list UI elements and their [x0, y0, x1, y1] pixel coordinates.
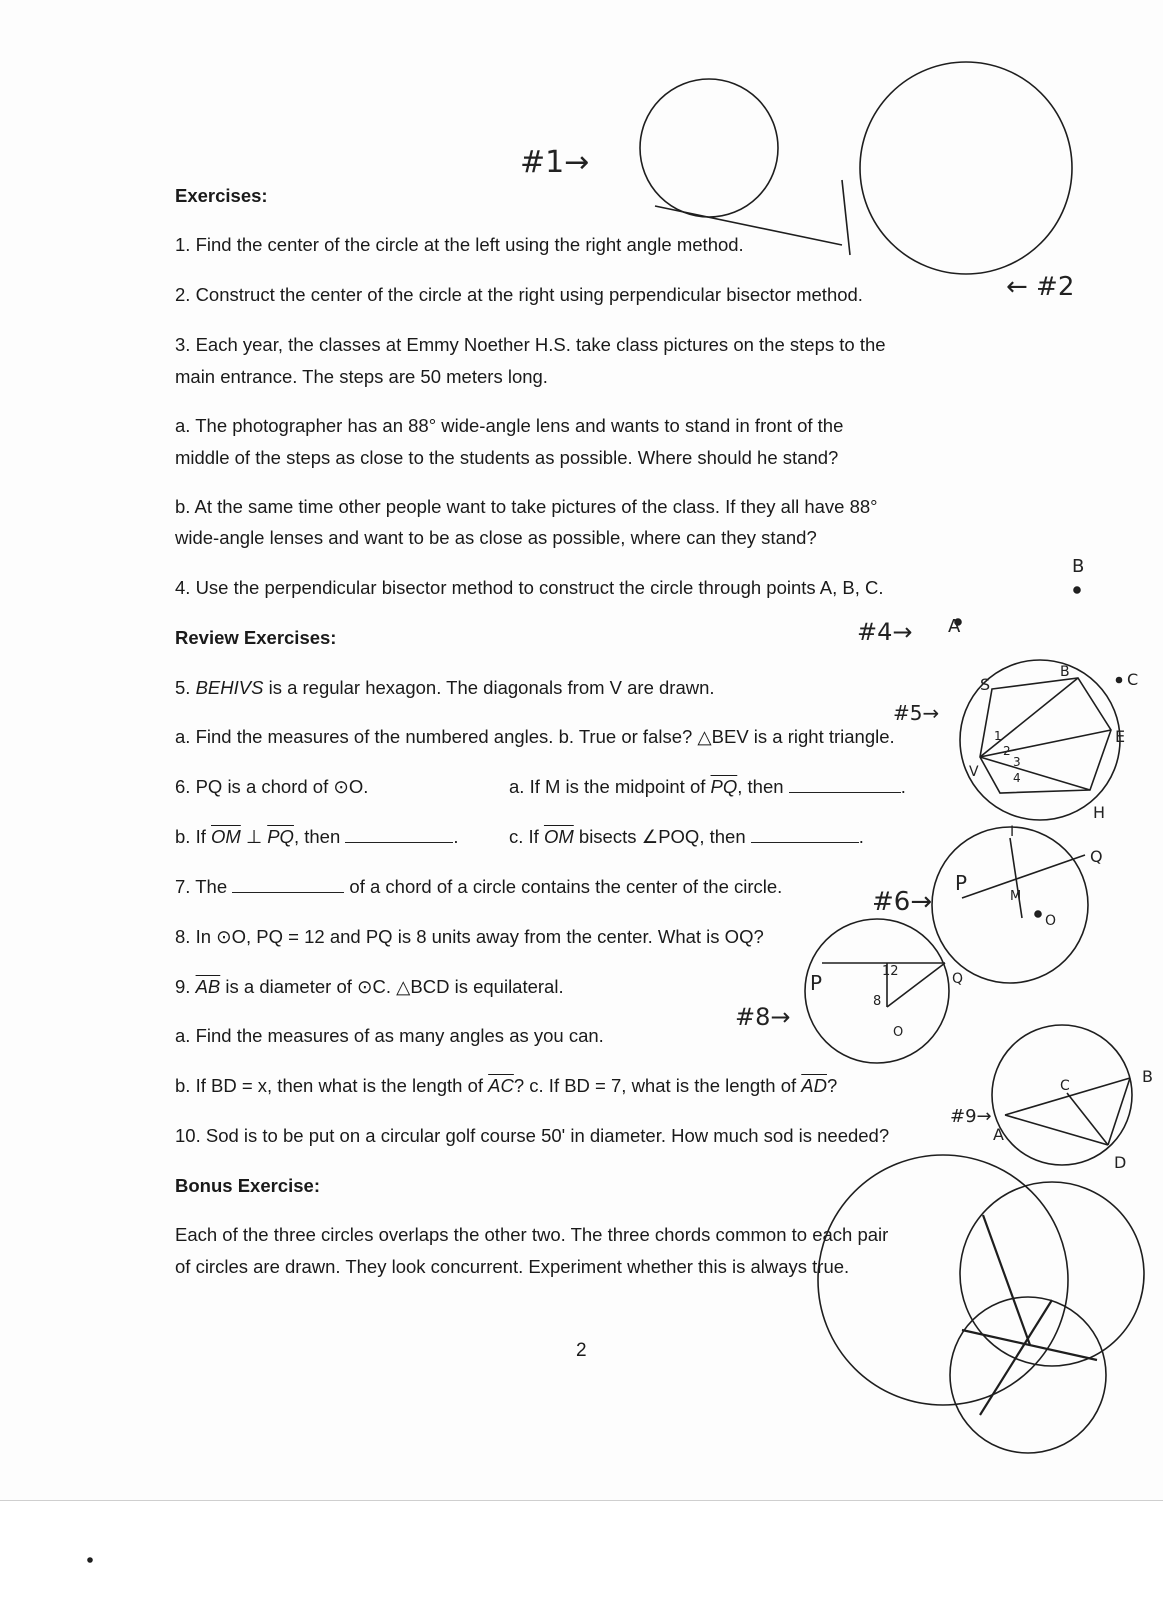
- q6b-segment-1: $\overline{OM}$: [211, 826, 241, 847]
- label-n5: #5→: [893, 701, 940, 725]
- label-hex-v: V: [969, 764, 979, 780]
- bonus-circle-1: [818, 1155, 1068, 1405]
- q9-suffix: is a diameter of ⊙C. △BCD is equilateral.: [220, 976, 564, 997]
- label-n2: ← #2: [1006, 272, 1075, 302]
- q9-segment: $\overline{AB}$: [195, 976, 221, 997]
- label-n6: #6→: [872, 887, 933, 917]
- circle-exercise-9: [992, 1025, 1132, 1165]
- q9b-prefix: b. If BD = x, then what is the length of: [175, 1075, 489, 1096]
- segment-cd: [1067, 1093, 1108, 1145]
- label-hex-i: I: [1010, 824, 1015, 840]
- label-n9: #9→: [950, 1106, 992, 1127]
- label-c9-c: C: [1060, 1078, 1070, 1094]
- bonus-circle-2: [960, 1182, 1144, 1366]
- label-c8-p: P: [810, 971, 823, 995]
- exercise-3b-line-2: wide-angle lenses and want to be as close as possible, where can they stand?: [175, 527, 817, 548]
- diagonal-ve: [980, 678, 1078, 757]
- label-c6-m: M: [1010, 889, 1022, 904]
- bonus-line-2: of circles are drawn. They look concurrent. Experiment whether this is always true.: [175, 1256, 850, 1277]
- label-hex-e: E: [1115, 727, 1126, 746]
- label-hex-s: S: [980, 675, 991, 694]
- exercise-3a-line-1: a. The photographer has an 88° wide-angle lens and wants to stand in front of the: [175, 415, 844, 436]
- diagonal-vi: [980, 757, 1090, 790]
- label-c6-p: P: [955, 871, 968, 895]
- segment-ad: [1005, 1115, 1108, 1145]
- q6b-prefix: b. If: [175, 826, 211, 847]
- q6b-suffix: , then: [293, 826, 341, 847]
- circle-exercise-1: [640, 79, 778, 217]
- label-point-c: C: [1127, 670, 1139, 689]
- q9-prefix: 9.: [175, 976, 196, 997]
- point-c: [1117, 678, 1122, 683]
- exercise-3a-line-2: middle of the steps as close to the students as possible. Where should he stand?: [175, 447, 839, 468]
- center-o-6: [1035, 911, 1041, 917]
- hexagon-name: BEHIVS: [195, 677, 264, 698]
- q5-prefix: 5.: [175, 677, 196, 698]
- q9b-end: ?: [826, 1075, 838, 1096]
- q6c-suffix: bisects ∠POQ, then: [573, 826, 746, 847]
- exercise-3b-line-1: b. At the same time other people want to take pictures of the class. If they all have 88°: [175, 496, 878, 517]
- construction-line-1: [655, 206, 842, 245]
- q6b-perp: ⊥: [240, 826, 268, 847]
- q6a-segment: $\overline{PQ}$: [710, 776, 738, 797]
- exercise-5a: a. Find the measures of the numbered angles. b. True or false? △BEV is a right triangle.: [175, 726, 895, 747]
- exercise-4: 4. Use the perpendicular bisector method to construct the circle through points A, B, C.: [175, 577, 884, 598]
- label-c6-q: Q: [1090, 847, 1103, 866]
- label-c8-q: Q: [952, 971, 964, 987]
- label-c9-b: B: [1142, 1067, 1153, 1086]
- label-n1: #1→: [520, 145, 590, 180]
- construction-line-2: [842, 180, 850, 255]
- exercise-9a: a. Find the measures of as many angles as you can.: [175, 1025, 604, 1046]
- exercise-3-line-2: main entrance. The steps are 50 meters long.: [175, 366, 548, 387]
- label-angle-3: 3: [1013, 755, 1021, 769]
- label-c6-o: O: [1045, 913, 1057, 929]
- circle-exercise-2: [860, 62, 1072, 274]
- label-angle-2: 2: [1003, 744, 1011, 758]
- label-n8: #8→: [735, 1003, 791, 1031]
- q6a-prefix: a. If M is the midpoint of: [509, 776, 711, 797]
- q9b-segment: $\overline{AC}$: [488, 1075, 514, 1096]
- exercise-6b: b. If $\overline{OM}$ ⊥ $\overline{PQ}$, then .: [175, 826, 459, 847]
- label-hex-h: H: [1093, 803, 1106, 822]
- label-c8-12: 12: [882, 964, 899, 979]
- bonus-heading: Bonus Exercise:: [175, 1175, 320, 1196]
- page-number: 2: [576, 1340, 587, 1361]
- label-c9-a: A: [993, 1125, 1004, 1144]
- chord-pq: [962, 855, 1085, 898]
- exercise-6: 6. PQ is a chord of ⊙O.: [175, 776, 369, 797]
- label-angle-1: 1: [994, 729, 1002, 743]
- label-hex-b: B: [1060, 664, 1070, 680]
- label-c8-8: 8: [873, 994, 882, 1009]
- q6c-ray: $\overline{OM}$: [543, 826, 574, 847]
- q7-prefix: 7. The: [175, 876, 228, 897]
- exercise-6a: a. If M is the midpoint of $\overline{PQ}$, then .: [509, 776, 906, 797]
- q5-rest: is a regular hexagon. The diagonals from V are drawn.: [263, 677, 715, 698]
- label-point-a: A: [948, 616, 961, 637]
- exercise-6c: c. If $\overline{OM}$ bisects ∠POQ, then .: [509, 826, 864, 847]
- label-angle-4: 4: [1013, 771, 1021, 785]
- circle-exercise-6: [932, 827, 1088, 983]
- scan-speck: [88, 1558, 92, 1562]
- circle-exercise-8: [805, 919, 949, 1063]
- exercise-3-line-1: 3. Each year, the classes at Emmy Noether H.S. take class pictures on the steps to the: [175, 334, 886, 355]
- exercises-heading: Exercises:: [175, 185, 268, 206]
- q9b-mid: ? c. If BD = 7, what is the length of: [513, 1075, 802, 1096]
- label-c9-d: D: [1114, 1153, 1127, 1172]
- exercise-8: 8. In ⊙O, PQ = 12 and PQ is 8 units away from the center. What is OQ?: [175, 926, 764, 947]
- q6a-suffix: , then: [737, 776, 784, 797]
- label-c8-o: O: [893, 1025, 904, 1040]
- label-point-b: B: [1072, 556, 1085, 577]
- bonus-line-1: Each of the three circles overlaps the other two. The three chords common to each pair: [175, 1224, 889, 1245]
- bonus-circle-3: [950, 1297, 1106, 1453]
- exercise-10: 10. Sod is to be put on a circular golf course 50' in diameter. How much sod is needed?: [175, 1125, 890, 1146]
- label-n4: #4→: [857, 618, 913, 646]
- review-heading: Review Exercises:: [175, 627, 337, 648]
- q6c-prefix: c. If: [509, 826, 544, 847]
- exercise-2: 2. Construct the center of the circle at the right using perpendicular bisector method.: [175, 284, 863, 305]
- exercise-1: 1. Find the center of the circle at the left using the right angle method.: [175, 234, 744, 255]
- common-chord-1: [983, 1215, 1030, 1345]
- q9c-segment: $\overline{AD}$: [801, 1075, 827, 1096]
- q6b-segment-2: $\overline{PQ}$: [267, 826, 294, 847]
- point-b: [1074, 587, 1080, 593]
- q7-suffix: of a chord of a circle contains the center of the circle.: [349, 876, 783, 897]
